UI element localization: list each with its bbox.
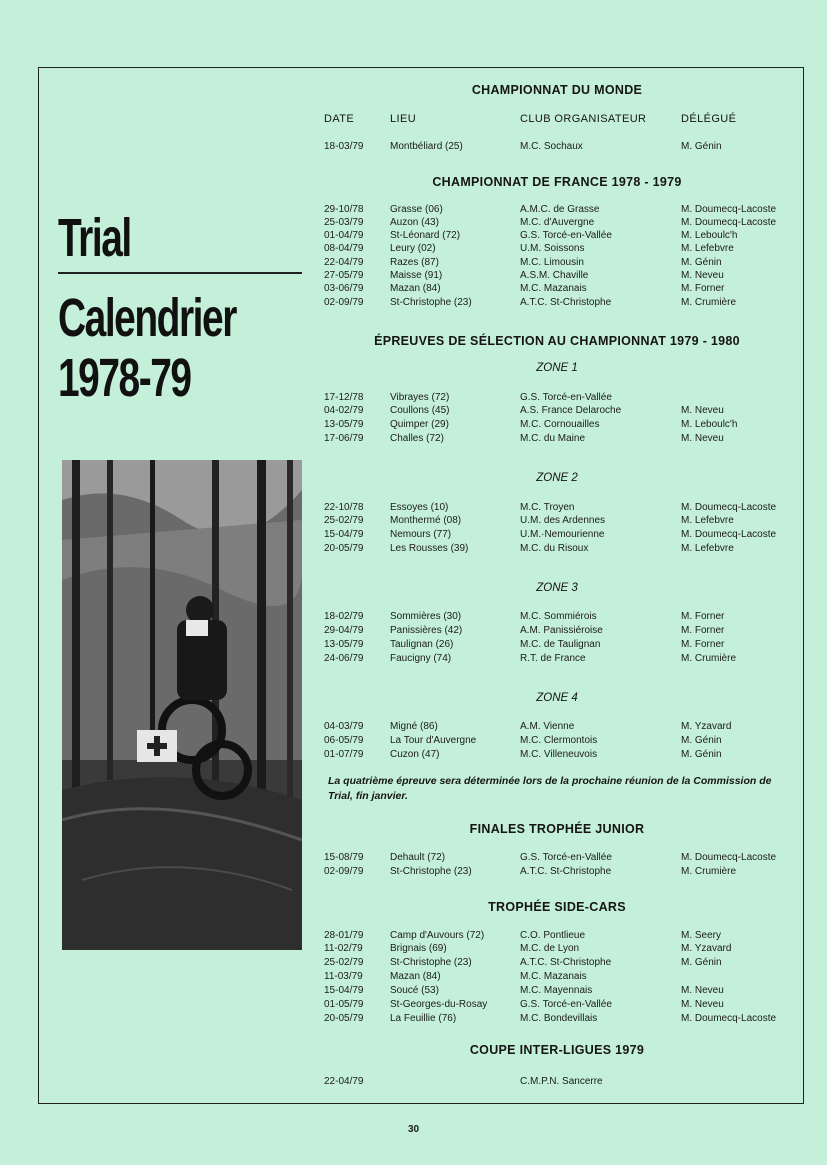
row-delegue: M. Doumecq-Lacoste — [681, 502, 777, 513]
row-date: 15-04/79 — [324, 529, 364, 540]
row-lieu: Cuzon (47) — [390, 749, 440, 760]
table-row — [322, 404, 792, 417]
table-row — [322, 1075, 792, 1088]
row-club: M.C. Sochaux — [520, 141, 583, 152]
table-row — [322, 418, 792, 431]
row-date: 25-03/79 — [324, 217, 364, 228]
zone-title: ZONE 1 — [536, 362, 578, 374]
row-delegue: M. Crumière — [681, 653, 737, 664]
row-club: M.C. de Lyon — [520, 943, 580, 954]
section-title-selection: ÉPREUVES DE SÉLECTION AU CHAMPIONNAT 1979 - 1980 — [374, 334, 740, 348]
section-title-sidecars: TROPHÉE SIDE-CARS — [488, 900, 626, 914]
row-lieu: Faucigny (74) — [390, 653, 452, 664]
row-lieu: St-Christophe (23) — [390, 866, 472, 877]
table-row — [322, 269, 792, 282]
selection-note: La quatrième épreuve sera déterminée lors de la prochaine réunion de la Commission de Trial, fin janvier. — [328, 775, 772, 802]
row-club: M.C. de Taulignan — [520, 639, 601, 650]
row-date: 22-10/78 — [324, 502, 364, 513]
row-club: M.C. Cornouailles — [520, 419, 600, 430]
section-title-junior: FINALES TROPHÉE JUNIOR — [469, 822, 645, 836]
row-date: 08-04/79 — [324, 243, 364, 254]
row-delegue: M. Yzavard — [681, 943, 732, 954]
row-date: 04-03/79 — [324, 721, 364, 732]
row-lieu: Nemours (77) — [390, 529, 452, 540]
row-delegue: M. Leboulc'h — [681, 419, 738, 430]
row-club: A.M.C. de Grasse — [520, 204, 600, 215]
row-delegue: M. Lefebvre — [681, 543, 734, 554]
trial-rider-photo — [62, 460, 302, 950]
table-row — [322, 216, 792, 229]
row-club: M.C. Bondevillais — [520, 1013, 598, 1024]
row-lieu: Camp d'Auvours (72) — [390, 930, 485, 941]
photo-illustration — [62, 460, 302, 950]
table-row — [322, 748, 792, 761]
row-club: R.T. de France — [520, 653, 586, 664]
row-lieu: Mazan (84) — [390, 283, 441, 294]
row-club: C.O. Pontlieue — [520, 930, 586, 941]
row-lieu: Sommières (30) — [390, 611, 462, 622]
header-date: DATE — [324, 113, 355, 125]
row-delegue: M. Neveu — [681, 999, 724, 1010]
table-row — [322, 970, 792, 983]
table-row — [322, 432, 792, 445]
title-rule — [58, 272, 302, 274]
table-row — [322, 242, 792, 255]
table-row — [322, 528, 792, 541]
row-date: 18-03/79 — [324, 141, 364, 152]
row-date: 20-05/79 — [324, 1013, 364, 1024]
row-delegue: M. Lefebvre — [681, 515, 734, 526]
title-line-3: 1978-79 — [58, 348, 191, 408]
table-row — [322, 514, 792, 527]
row-date: 17-06/79 — [324, 433, 364, 444]
row-delegue: M. Leboulc'h — [681, 230, 738, 241]
row-club: G.S. Torcé-en-Vallée — [520, 852, 612, 863]
row-club: M.C. Mayennais — [520, 985, 593, 996]
row-club: M.C. Troyen — [520, 502, 575, 513]
row-delegue: M. Crumière — [681, 866, 737, 877]
row-lieu: Leury (02) — [390, 243, 436, 254]
row-club: M.C. d'Auvergne — [520, 217, 595, 228]
table-row — [322, 865, 792, 878]
table-row — [322, 501, 792, 514]
row-lieu: Challes (72) — [390, 433, 444, 444]
table-row — [322, 851, 792, 864]
row-date: 01-07/79 — [324, 749, 364, 760]
row-date: 01-04/79 — [324, 230, 364, 241]
title-block — [58, 208, 302, 408]
zone-title: ZONE 2 — [536, 472, 578, 484]
row-date: 28-01/79 — [324, 930, 364, 941]
row-date: 27-05/79 — [324, 270, 364, 281]
row-delegue: M. Neveu — [681, 985, 724, 996]
page-number: 30 — [407, 1124, 420, 1135]
row-delegue: M. Forner — [681, 625, 725, 636]
row-delegue: M. Forner — [681, 611, 725, 622]
row-lieu: Razes (87) — [390, 257, 439, 268]
row-date: 15-08/79 — [324, 852, 364, 863]
row-delegue: M. Seery — [681, 930, 722, 941]
row-lieu: St-Georges-du-Rosay — [390, 999, 488, 1010]
row-lieu: St-Christophe (23) — [390, 957, 472, 968]
row-club: M.C. du Risoux — [520, 543, 589, 554]
row-date: 02-09/79 — [324, 866, 364, 877]
row-club: A.T.C. St-Christophe — [520, 866, 612, 877]
row-date: 18-02/79 — [324, 611, 364, 622]
row-delegue: M. Doumecq-Lacoste — [681, 217, 777, 228]
row-delegue: M. Doumecq-Lacoste — [681, 529, 777, 540]
row-club: G.S. Torcé-en-Vallée — [520, 999, 612, 1010]
table-row — [322, 998, 792, 1011]
row-club: U.M. Soissons — [520, 243, 585, 254]
row-lieu: Migné (86) — [390, 721, 438, 732]
row-club: M.C. Limousin — [520, 257, 584, 268]
row-lieu: Coullons (45) — [390, 405, 450, 416]
table-row — [322, 140, 792, 153]
row-date: 13-05/79 — [324, 419, 364, 430]
row-club: U.M. des Ardennes — [520, 515, 606, 526]
row-lieu: Les Rousses (39) — [390, 543, 469, 554]
row-club: G.S. Torcé-en-Vallée — [520, 230, 612, 241]
row-club: M.C. Mazanais — [520, 971, 587, 982]
row-club: M.C. du Maine — [520, 433, 586, 444]
row-lieu: Quimper (29) — [390, 419, 449, 430]
row-lieu: Vibrayes (72) — [390, 392, 450, 403]
section-title-france: CHAMPIONNAT DE FRANCE 1978 - 1979 — [432, 175, 682, 189]
row-delegue: M. Génin — [681, 749, 722, 760]
row-club: M.C. Villeneuvois — [520, 749, 598, 760]
table-row — [322, 1012, 792, 1025]
row-lieu: Montbéliard (25) — [390, 141, 463, 152]
header-lieu: LIEU — [390, 113, 417, 125]
table-row — [322, 956, 792, 969]
row-delegue: M. Génin — [681, 257, 722, 268]
row-club: U.M.·Nemourienne — [520, 529, 605, 540]
table-row — [322, 984, 792, 997]
table-row — [322, 929, 792, 942]
row-lieu: St-Christophe (23) — [390, 297, 472, 308]
table-row — [322, 542, 792, 555]
row-date: 20-05/79 — [324, 543, 364, 554]
row-lieu: Panissières (42) — [390, 625, 463, 636]
row-club: M.C. Sommiérois — [520, 611, 597, 622]
table-row — [322, 652, 792, 665]
row-lieu: Brignais (69) — [390, 943, 447, 954]
row-lieu: Taulignan (26) — [390, 639, 454, 650]
row-lieu: La Feuillie (76) — [390, 1013, 457, 1024]
row-delegue: M. Forner — [681, 283, 725, 294]
row-club: M.C. Mazanais — [520, 283, 587, 294]
row-date: 25-02/79 — [324, 515, 364, 526]
row-date: 24-06/79 — [324, 653, 364, 664]
row-lieu: Maisse (91) — [390, 270, 443, 281]
table-row — [322, 391, 792, 404]
row-lieu: Soucé (53) — [390, 985, 439, 996]
row-date: 02-09/79 — [324, 297, 364, 308]
row-delegue: M. Neveu — [681, 433, 724, 444]
row-date: 29-04/79 — [324, 625, 364, 636]
row-club: A.T.C. St-Christophe — [520, 957, 612, 968]
row-lieu: Auzon (43) — [390, 217, 439, 228]
row-lieu: Essoyes (10) — [390, 502, 449, 513]
title-line-2: Calendrier — [58, 288, 236, 348]
row-delegue: M. Doumecq-Lacoste — [681, 852, 777, 863]
table-row — [322, 638, 792, 651]
row-date: 25-02/79 — [324, 957, 364, 968]
title-calendrier — [58, 288, 236, 408]
row-date: 13-05/79 — [324, 639, 364, 650]
row-date: 11-03/79 — [324, 971, 363, 982]
table-row — [322, 282, 792, 295]
section-title-monde: CHAMPIONNAT DU MONDE — [471, 83, 643, 97]
row-delegue: M. Génin — [681, 141, 722, 152]
table-row — [322, 256, 792, 269]
row-delegue: M. Neveu — [681, 405, 724, 416]
row-delegue: M. Génin — [681, 735, 722, 746]
table-row — [322, 720, 792, 733]
section-title-interligues: COUPE INTER-LIGUES 1979 — [469, 1043, 645, 1057]
table-row — [322, 203, 792, 216]
row-date: 04-02/79 — [324, 405, 364, 416]
row-date: 11-02/79 — [324, 943, 363, 954]
row-club: A.S. France Delaroche — [520, 405, 622, 416]
row-date: 29-10/78 — [324, 204, 364, 215]
row-club: A.S.M. Chaville — [520, 270, 589, 281]
header-delegue: DÉLÉGUÉ — [681, 113, 737, 125]
header-club: CLUB ORGANISATEUR — [520, 113, 647, 125]
table-row — [322, 229, 792, 242]
row-delegue: M. Génin — [681, 957, 722, 968]
row-date: 22-04/79 — [324, 1076, 364, 1087]
row-lieu: Mazan (84) — [390, 971, 441, 982]
row-delegue: M. Lefebvre — [681, 243, 734, 254]
row-delegue: M. Crumière — [681, 297, 737, 308]
row-date: 17-12/78 — [324, 392, 364, 403]
row-club: G.S. Torcé-en-Vallée — [520, 392, 612, 403]
row-lieu: St-Léonard (72) — [390, 230, 461, 241]
row-date: 06-05/79 — [324, 735, 364, 746]
zone-title: ZONE 4 — [536, 692, 578, 704]
row-delegue: M. Forner — [681, 639, 725, 650]
row-delegue: M. Doumecq-Lacoste — [681, 1013, 777, 1024]
row-delegue: M. Neveu — [681, 270, 724, 281]
table-row — [322, 624, 792, 637]
row-lieu: Monthermé (08) — [390, 515, 462, 526]
row-lieu: Dehault (72) — [390, 852, 446, 863]
row-date: 01-05/79 — [324, 999, 364, 1010]
title-trial: Trial — [58, 208, 131, 268]
row-lieu: Grasse (06) — [390, 204, 443, 215]
table-row — [322, 610, 792, 623]
row-delegue: M. Doumecq-Lacoste — [681, 204, 777, 215]
row-club: A.T.C. St-Christophe — [520, 297, 612, 308]
row-lieu: La Tour d'Auvergne — [390, 735, 477, 746]
row-club: A.M. Panissiéroise — [520, 625, 603, 636]
row-date: 03-06/79 — [324, 283, 364, 294]
table-row — [322, 296, 792, 309]
row-club: M.C. Clermontois — [520, 735, 598, 746]
zone-title: ZONE 3 — [536, 582, 578, 594]
row-club: A.M. Vienne — [520, 721, 575, 732]
row-date: 22-04/79 — [324, 257, 364, 268]
table-row — [322, 942, 792, 955]
row-date: 15-04/79 — [324, 985, 364, 996]
row-club: C.M.P.N. Sancerre — [520, 1076, 603, 1087]
row-delegue: M. Yzavard — [681, 721, 732, 732]
table-row — [322, 734, 792, 747]
